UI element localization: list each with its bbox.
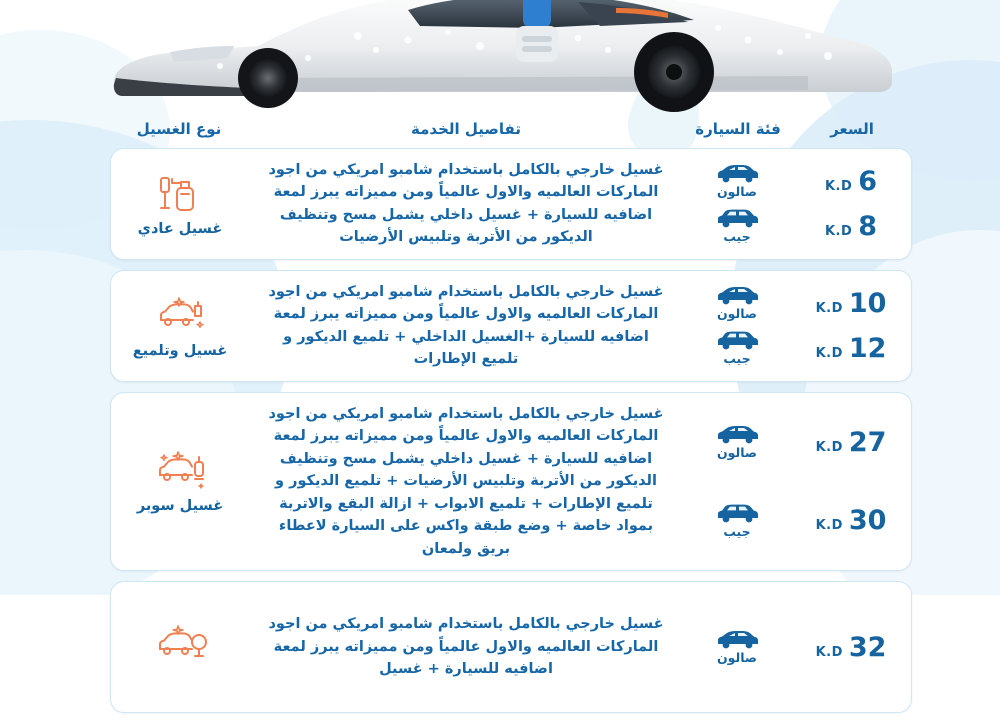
price-value: 30 [848,505,887,537]
price-cell [791,271,911,381]
column-header-type: نوع الغسيل [136,120,222,138]
category-entry [683,285,791,321]
table-header [110,118,912,148]
price-cell [791,582,911,712]
price-entry [791,166,911,197]
service-details: غسيل خارجي بالكامل باستخدام شامبو امريكي من اجود الماركات العالميه والاول عالمياً ومن مميزاته يبرز لمعة اضافيه للسيارة + غسيل داخلي يشمل مسح وتنظيف الديكور من الأتربة وتلبيس الأرضيات + تلميع الديكور و تلميع الإطارات + تلميع الابواب + ازالة البقع والاتربة بمواد خاصة + وضع طبقة واكس على السيارة لاعطاء بريق ولمعان [268,405,664,557]
car-polish-icon [153,293,207,337]
price-currency: K.D [815,439,843,455]
price-currency: K.D [815,300,843,316]
sedan-icon [714,629,760,649]
column-header-price: السعر [830,120,874,138]
price-currency: K.D [824,178,853,194]
category-entry [683,629,791,665]
jeep-icon [714,330,760,350]
price-entry [791,505,911,536]
category-entry [683,163,791,199]
jeep-icon [714,503,760,523]
wash-type-cell [111,393,249,570]
price-currency: K.D [815,345,843,361]
price-currency: K.D [824,223,853,239]
price-value: 8 [858,210,878,242]
column-header-details: تفاصيل الخدمة [411,120,521,138]
price-table [110,118,912,723]
price-value: 12 [848,332,887,364]
category-label: صالون [717,445,757,461]
category-label: صالون [717,650,757,666]
wash-type-cell [111,582,249,712]
sports-car-illustration [108,0,896,114]
category-label: جيب [723,229,751,245]
category-entry [683,503,791,539]
category-cell [683,393,791,570]
price-cell [791,149,911,259]
car-premium-icon [152,622,208,666]
price-value: 10 [848,287,887,319]
category-entry [683,208,791,244]
category-cell [683,271,791,381]
table-row[interactable] [110,270,912,382]
category-entry [683,424,791,460]
wash-type-cell [111,149,249,259]
jeep-icon [714,208,760,228]
category-cell [683,149,791,259]
service-details: غسيل خارجي بالكامل باستخدام شامبو امريكي من اجود الماركات العالميه والاول عالمياً ومن مميزاته يبرز لمعة اضافيه للسيارة + غسيل [268,616,664,678]
price-currency: K.D [815,644,843,660]
price-entry [791,288,911,319]
table-row[interactable] [110,392,912,571]
wash-type-label: غسيل سوبر [136,498,224,515]
price-entry [791,427,911,458]
price-entry [791,632,911,663]
sedan-icon [714,424,760,444]
sedan-icon [714,163,760,183]
price-entry [791,211,911,242]
table-row[interactable] [110,148,912,260]
category-label: جيب [723,351,751,367]
column-header-category: فئة السيارة [695,120,781,138]
table-row[interactable] [110,581,912,713]
price-value: 6 [858,165,878,197]
price-entry [791,333,911,364]
wash-type-cell [111,271,249,381]
price-value: 27 [848,426,887,458]
category-label: جيب [723,523,751,539]
sports-car-photo [108,0,896,114]
price-cell [791,393,911,570]
category-label: صالون [717,306,757,322]
wash-type-label: غسيل وتلميع [132,342,228,359]
category-label: صالون [717,184,757,200]
spray-bottle-icon [155,171,205,215]
car-super-wash-icon [152,448,208,492]
category-entry [683,330,791,366]
service-details: غسيل خارجي بالكامل باستخدام شامبو امريكي من اجود الماركات العالميه والاول عالمياً ومن مميزاته يبرز لمعة اضافيه للسيارة + غسيل داخلي يشمل مسح وتنظيف الديكور من الأتربة وتلبيس الأرضيات [268,162,664,246]
category-cell [683,582,791,712]
header-image-area [0,0,1000,118]
service-details: غسيل خارجي بالكامل باستخدام شامبو امريكي من اجود الماركات العالميه والاول عالمياً ومن مميزاته يبرز لمعة اضافيه للسيارة +الغسيل الداخلي + تلميع الديكور و تلميع الإطارات [268,283,664,368]
wash-type-label: غسيل عادي [137,220,223,237]
price-value: 32 [848,631,887,663]
sedan-icon [714,285,760,305]
price-currency: K.D [815,518,843,534]
